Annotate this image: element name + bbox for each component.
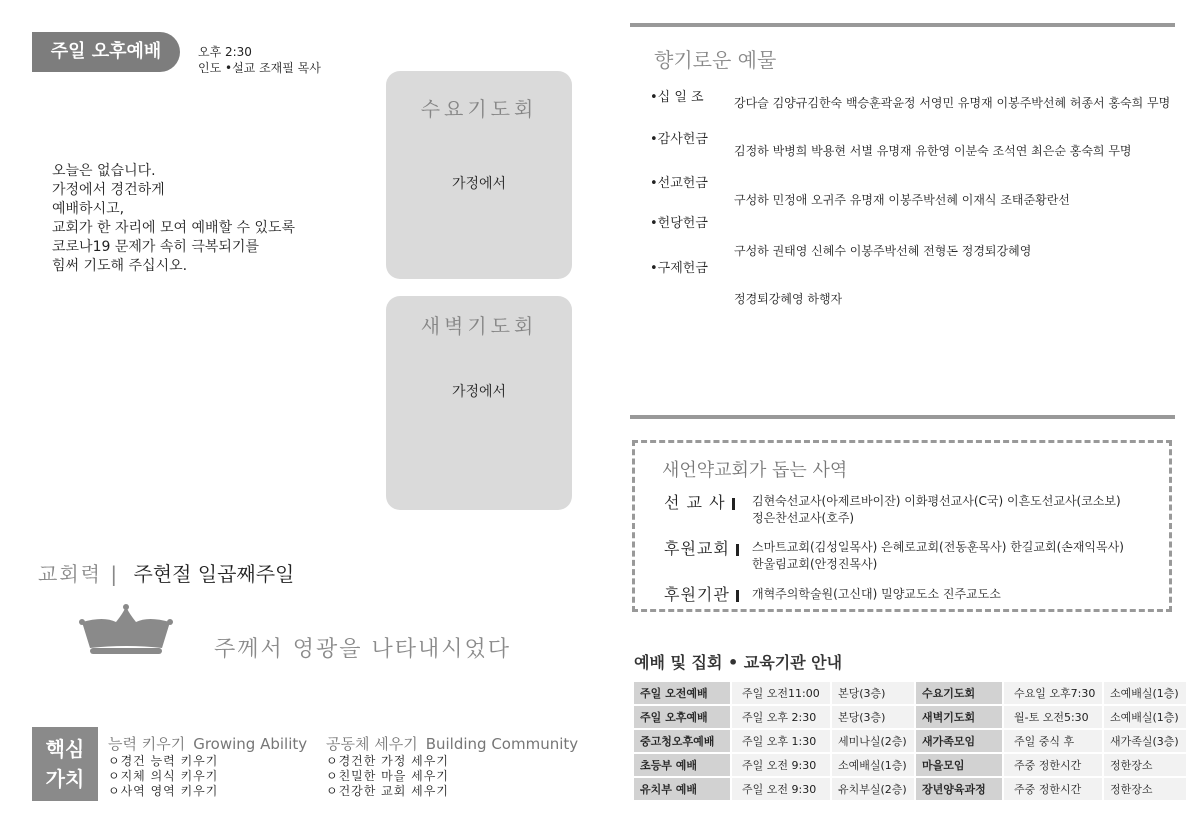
community-ko: 공동체 세우기 — [326, 735, 418, 753]
dawn-prayer-body: 가정에서 — [451, 384, 507, 400]
community-en: Building Community — [425, 735, 579, 753]
service-table — [632, 680, 1188, 802]
offering-names: 구성하 민정애 오귀주 유명재 이봉주박선혜 이재식 조태준황란선 — [734, 193, 1070, 207]
top-divider — [630, 23, 1175, 27]
sunday-pm-info — [198, 44, 321, 76]
message-line: 교회가 한 자리에 모여 예배할 수 있도록 — [52, 220, 296, 236]
offering-names: 강다슬 김양규김한숙 백승훈곽윤정 서영민 유명재 이봉주박선혜 허종서 홍숙희 무명 — [734, 96, 1171, 110]
offering-title: 향기로운 예물 — [654, 48, 777, 72]
offering-names: 구성하 권태영 신혜수 이봉주박선혜 전형돈 정경퇴강혜영 — [734, 244, 1032, 258]
message-line: 가정에서 경건하게 — [52, 182, 165, 198]
message-line: 오늘은 없습니다. — [52, 163, 156, 179]
mission-label: 후원기관 — [664, 582, 739, 605]
table-row: 주일 오전예배 주일 오전11:00 본당(3층) 수요기도회 수요일 오후7:30 소예배실(1층) — [634, 682, 1186, 704]
community-item: ㅇ건강한 교회 세우기 — [326, 784, 449, 798]
offering-names: 김정하 박병희 박용현 서별 유명재 유한영 이분숙 조석연 최은순 홍숙희 무명 — [734, 144, 1132, 158]
offering-label: •구제헌금 — [650, 261, 708, 276]
sunday-pm-badge: 주일 오후예배 — [32, 32, 180, 72]
dawn-prayer-title: 새벽기도회 — [420, 314, 538, 338]
message-line: 예배하시고, — [52, 201, 125, 217]
sunday-pm-leader: 인도 •설교 조재필 목사 — [198, 61, 321, 75]
ability-en: Growing Ability — [193, 735, 308, 753]
dawn-prayer-card — [386, 296, 572, 510]
core-values-line: 핵심 — [45, 737, 85, 761]
ability-ko: 능력 키우기 — [108, 735, 186, 753]
church-calendar — [38, 558, 294, 587]
mission-label: 선 교 사 — [664, 490, 735, 513]
community-item: ㅇ경건한 가정 세우기 — [326, 754, 449, 768]
middle-divider — [630, 415, 1175, 419]
church-calendar-separator: | — [110, 562, 120, 586]
glory-text: 주께서 영광을 나타내시었다 — [214, 637, 512, 662]
message-line: 코로나19 문제가 속히 극복되기를 — [52, 239, 259, 255]
mission-label: 후원교회 — [664, 536, 739, 559]
ability-values — [108, 733, 307, 799]
sunday-pm-time: 오후 2:30 — [198, 45, 252, 59]
message-line: 힘써 기도해 주십시오. — [52, 258, 188, 274]
community-item: ㅇ친밀한 마을 세우기 — [326, 769, 449, 783]
mission-title: 새언약교회가 돕는 사역 — [662, 460, 848, 481]
ability-item: ㅇ지체 의식 키우기 — [108, 769, 219, 783]
offering-label: •십 일 조 — [650, 90, 704, 105]
table-row: 초등부 예배 주일 오전 9:30 소예배실(1층) 마을모임 주중 정한시간 정한장소 — [634, 754, 1186, 776]
wednesday-prayer-title: 수요기도회 — [420, 97, 538, 121]
core-values-box — [32, 727, 98, 801]
community-values — [326, 733, 578, 799]
table-row: 중고청오후예배 주일 오후 1:30 세미나실(2층) 새가족모임 주일 중식 후 새가족실(3층) — [634, 730, 1186, 752]
wednesday-prayer-card — [386, 71, 572, 279]
info-title: 예배 및 집회 • 교육기관 안내 — [634, 653, 843, 672]
mission-text: 스마트교회(김성일목사) 은혜로교회(전동훈목사) 한길교회(손재익목사) 한울림교회(안정진목사) — [752, 540, 1124, 571]
ability-item: ㅇ경건 능력 키우기 — [108, 754, 219, 768]
church-calendar-title: 주현절 일곱째주일 — [133, 562, 295, 586]
ability-item: ㅇ사역 영역 키우기 — [108, 784, 219, 798]
sunday-pm-message — [52, 162, 295, 276]
crown-icon — [76, 604, 176, 656]
core-values-line: 가치 — [45, 767, 85, 791]
church-calendar-label: 교회력 — [38, 562, 102, 586]
mission-text: 개혁주의학술원(고신대) 밀양교도소 진주교도소 — [752, 587, 1001, 601]
table-row: 유치부 예배 주일 오전 9:30 유치부실(2층) 장년양육과정 주중 정한시간 정한장소 — [634, 778, 1186, 800]
wednesday-prayer-body: 가정에서 — [451, 176, 507, 192]
mission-text: 김현숙선교사(아제르바이잔) 이화평선교사(C국) 이흔도선교사(코소보) 정은찬선교사(호주) — [752, 494, 1121, 525]
offering-label: •헌당헌금 — [650, 216, 708, 231]
offering-names: 정경퇴강혜영 하행자 — [734, 292, 843, 306]
offering-label: •선교헌금 — [650, 176, 708, 191]
offering-label: •감사헌금 — [650, 132, 708, 147]
table-row: 주일 오후예배 주일 오후 2:30 본당(3층) 새벽기도회 월-토 오전5:30 소예배실(1층) — [634, 706, 1186, 728]
